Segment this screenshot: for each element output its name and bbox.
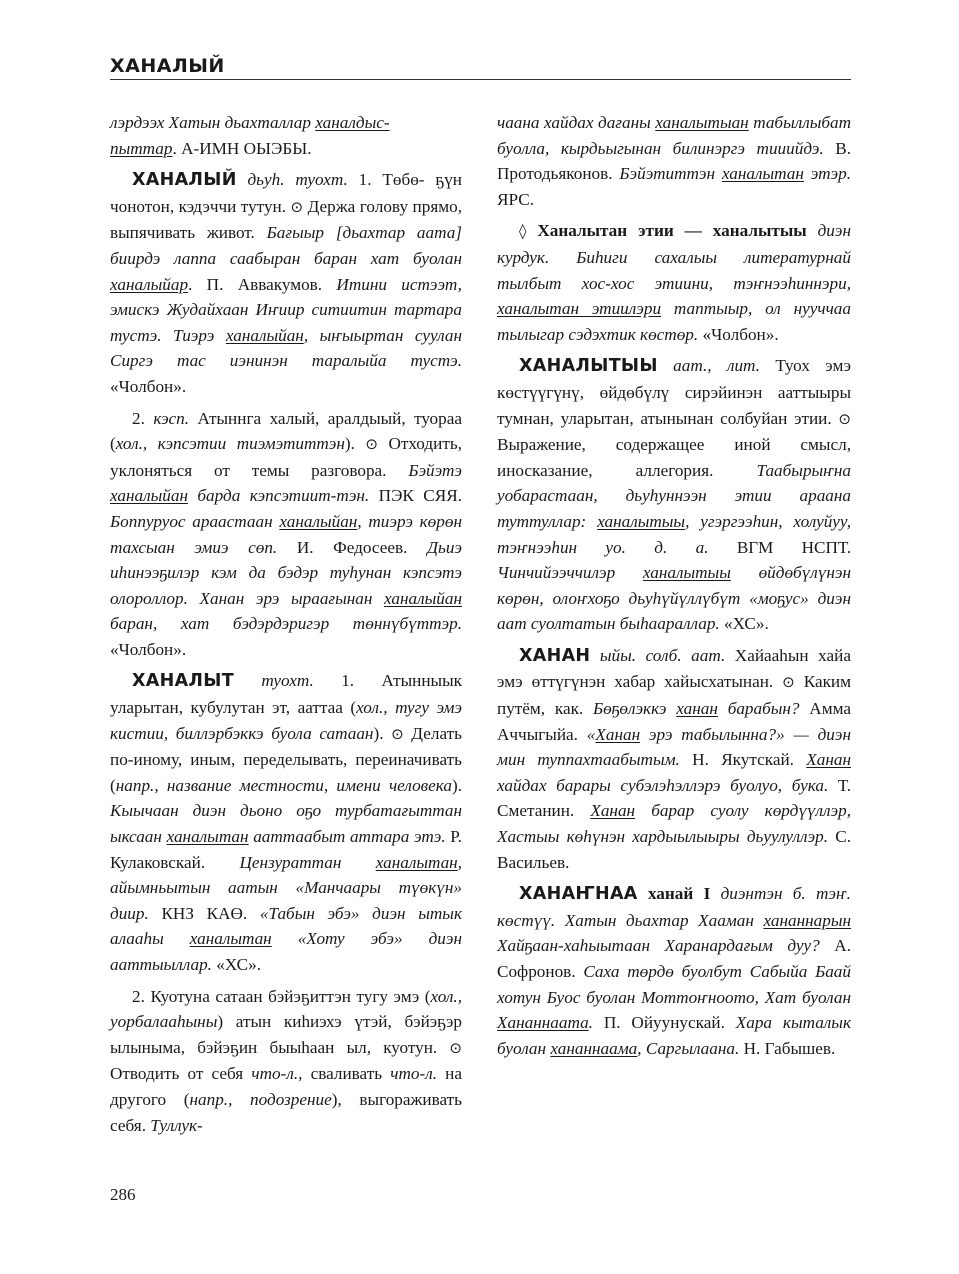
header-rule: [110, 79, 851, 80]
meaning-marker-icon: ⊙: [290, 197, 304, 216]
headword: ХАНАҤНАА: [519, 884, 638, 905]
right-column: [497, 110, 851, 1067]
entry-khanan: ХАНАН ыйы. солб. аат. Хайааhын хайа эмэ өттүгүнэн хабар хайысхатынан. ⊙ Каким путём, как. Бөҕөлэккэ ханан барабын? Амма Аччыгыйа. «Ханан эрэ табылынна?» — диэн мин туппахтаабытым. Н. Якутскай. Ханан хайдах барары субэлэhэллэрэ буолуо, бука. Т. Сметанин. Ханан барар суолу көрдүүллэр, Хастыы көhүнэн хардыылыыры дьуулуллэр. С. Васильев.: [497, 645, 852, 872]
left-column: [110, 110, 462, 1144]
entry-continuation: лэрдээх Хатын дьахталлар ханалдыс- пыттар. А-ИМН ОЫЭБЫ.: [110, 113, 390, 158]
meaning-marker-icon: ⊙: [449, 1038, 462, 1057]
idiom-headword: Ханалытан этии — ханалытыы: [526, 221, 807, 241]
meaning-marker-icon: ⊙: [838, 409, 851, 428]
entry-khanalyi: ХАНАЛЫЙ дьуh. туохт. 1. Төбө- ҕүн чонотон, кэдэччи тутун. ⊙ Держа голову прямо, выпячивать живот. Бағыыр [дьахтар аата] биирдэ лаппа саабыран баран хат буолан ханалыйар. П. Аввакумов. Итини истээт, эмискэ Жудайхаан Иҥиир ситиитин тартара тустэ. Тиэрэ ханалыйан, ыҥыыртан суулан Сиргэ тас иэнинэн таралыйа тустэ. «Чолбон».: [110, 170, 463, 396]
idiom-diamond-icon: ◊: [519, 222, 527, 241]
meaning-marker-icon: ⊙: [365, 435, 378, 454]
headword: ХАНАН: [519, 645, 591, 666]
meaning-marker-icon: ⊙: [782, 673, 795, 692]
entry-khanalyt: ХАНАЛЫТ туохт. 1. Атынныык уларытан, кубулутан эт, ааттаа (хол., тугу эмэ кистии, биллэрбэккэ буола сатаан). ⊙ Делать по-иному, иным, переделывать, переиначивать (напр., название местности, имени человека). Кыычаан диэн дьоно оҕо турбатағыттан ыксаан ханалытан ааттаабыт аттара этэ. Р. Кулаковскай. Цензураттан ханалытан, айымньытын аатын «Манчаары түөкүн» диир. КНЗ КАӨ. «Табын эбэ» диэн ытык алааhы ханалытан «Хоту эбэ» диэн ааттыыллар. «ХС».: [110, 671, 462, 974]
entry-khanalyt-sense-2: 2. Куотуна сатаан бэйэҕиттэн тугу эмэ (хол., уорбалааhыны) атын киhиэхэ үтэй, бэйэҕэр ылыныма, бэйэҕин быыhаан ыл, куотун. ⊙ Отводить от себя что-л., сваливать что-л. на другого (напр., подозрение), выгораживать себя. Туллук-: [110, 986, 463, 1135]
entry-continuation: чаана хайдах дағаны ханалытыан табыллыбат буолла, кырдьыгынан билинэргэ тииийдэ. В. Протодьяконов. Бэйэтиттэн ханалытан этэр. ЯРС.: [497, 113, 852, 209]
headword: ХАНАЛЫТЫЫ: [519, 356, 658, 377]
headword: ХАНАЛЫЙ: [132, 170, 237, 191]
headword: ХАНАЛЫТ: [132, 671, 234, 692]
entry-khanalytyy: ХАНАЛЫТЫЫ аат., лит. Туох эмэ көстүүгүнү, өйдөбүлү сирэйинэн ааттыыры тумнан, уларытан, атынынан солбуйан этии. ⊙ Выражение, содержащее иной смысл, иносказание, аллегория. Таабырыҥна уобарастаан, дьуhуннээн этии араана туттуллар: ханалытыы, угэргээhин, холуйуу, тэҥнээhин уо. д. а. ВГМ НСПТ. Чинчийээччилэр ханалытыы өйдөбүлүнэн көрөн, олоҥхоҕо дьуhүйүллүбүт «моҕус» диэн аат суолтатын быhаараллар. «ХС».: [497, 356, 851, 634]
entry-khanalyi-sense-2: 2. кэсп. Атыннга халый, аралдыый, туораа (хол., кэпсэтии тиэмэтиттэн). ⊙ Отходить, уклоняться от темы разговора. Бэйэтэ ханалыйан барда кэпсэтиит-тэн. ПЭК СЯЯ. Боппуруос араастаан ханалыйан, тиэрэ көрөн тахсыан эмиэ сөп. И. Федосеев. Дьиэ иhинээҕилэр кэм да бэдэр туhунан кэпсэтэ олороллор. Ханан эрэ ыраағынан ханалыйан баран, хат бэдэрдэригэр төннүбүттэр. «Чолбон».: [110, 408, 463, 659]
entry-khanangnaa: ХАНАҤНАА ханай I диэнтэн б. тэҥ. көстүү. Хатын дьахтар Хааман хананнарын Хайҕаан-хаhыытаан Харанардағым дуу? А. Софронов. Саха төрдө буолбут Сабыйа Баай хотун Буос буолан Моттоҥноото, Хат буолан Хананнаата. П. Ойуунускай. Хара кыталык буолан хананнаама, Саргылаана. Н. Габышев.: [497, 884, 852, 1058]
running-head: ХАНАЛЫЙ: [110, 55, 225, 77]
meaning-marker-icon: ⊙: [391, 724, 404, 743]
idiom-khanalytan-etii: ◊ Ханалытан этии — ханалытыы диэн курдук. Биhиги сахалыы литературнай тылбыт хос-хос этиини, тэҥнээhиннэри, ханалытан этиилэри таптыыр, ол нууччаа тылыгар сэдэхтик көстөр. «Чолбон».: [497, 221, 851, 344]
page-number: 286: [110, 1185, 136, 1204]
